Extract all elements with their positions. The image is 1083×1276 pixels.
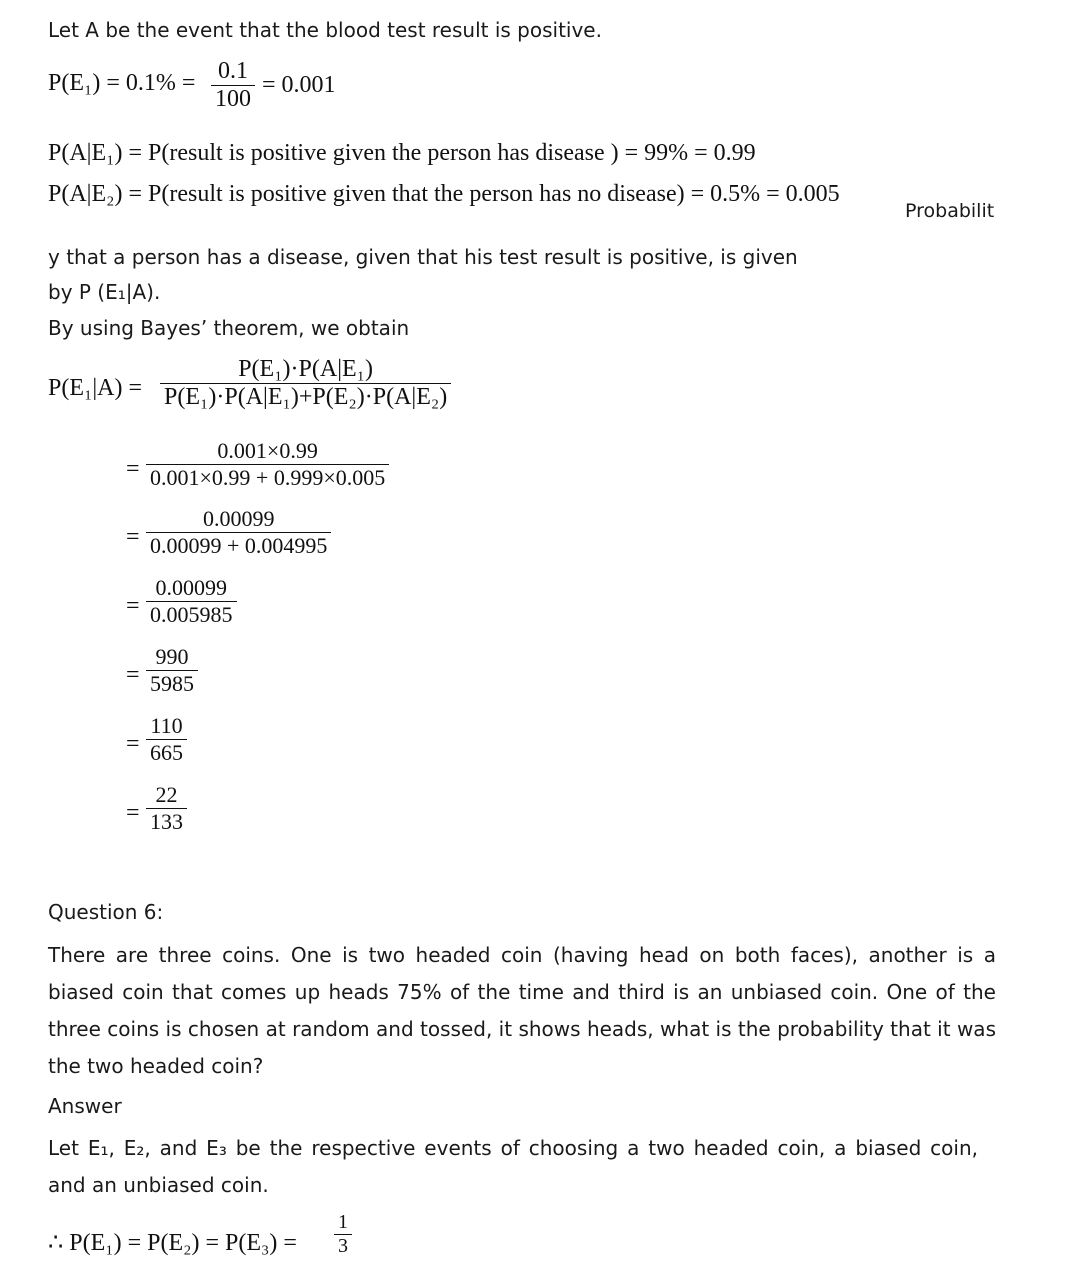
step-1-fraction [146, 438, 389, 491]
step-4-denominator: 5985 [150, 671, 194, 696]
step-3-denominator: 0.005985 [150, 602, 233, 627]
step-6-equals: = [126, 800, 140, 826]
step-2-numerator: 0.00099 [202, 506, 275, 531]
pe1-lhs: P(E₁) = 0.1% = [48, 70, 196, 96]
step-3-equals: = [126, 593, 140, 619]
pe1-fraction [211, 58, 255, 113]
intro-text: Let A be the event that the blood test result is positive. [48, 18, 602, 42]
final-lhs: ∴ P(E₁) = P(E₂) = P(E₃) = [48, 1230, 297, 1256]
step-6-fraction [146, 782, 187, 835]
question-heading: Question 6: [48, 900, 164, 924]
bayes-fraction [160, 356, 451, 411]
step-4-fraction [146, 644, 198, 697]
step-5-equals: = [126, 731, 140, 757]
answer-text: Let E₁, E₂, and E₃ be the respective events of choosing a two headed coin, a biased coin, and an unbiased coin. [48, 1136, 978, 1197]
step-4-numerator: 990 [155, 644, 189, 669]
bayes-denominator: P(E₁)·P(A|E₁)+P(E₂)·P(A|E₂) [164, 384, 448, 410]
pae1-equation: P(A|E₁) = P(result is positive given the person has disease ) = 99% = 0.99 [48, 140, 756, 166]
final-numerator: 1 [338, 1211, 348, 1233]
step-2-equals: = [126, 524, 140, 550]
step-6-denominator: 133 [150, 809, 183, 834]
step-4-equals: = [126, 662, 140, 688]
final-denominator: 3 [338, 1235, 348, 1257]
step-1-equals: = [126, 456, 140, 482]
continuation-line-2: by P (E₁|A). [48, 280, 161, 304]
pe1-numerator: 0.1 [218, 58, 248, 84]
final-fraction [334, 1211, 352, 1258]
bayes-numerator: P(E₁)·P(A|E₁) [238, 356, 374, 382]
step-5-numerator: 110 [150, 713, 183, 738]
step-2-denominator: 0.00099 + 0.004995 [150, 533, 328, 558]
pe1-rhs: = 0.001 [262, 72, 336, 98]
pe1-denominator: 100 [215, 86, 251, 112]
probabilit-fragment: Probabilit [905, 200, 995, 222]
continuation-line-1: y that a person has a disease, given that his test result is positive, is given [48, 245, 798, 269]
step-3-fraction [146, 575, 237, 628]
question-text: There are three coins. One is two headed coin (having head on both faces), another is a biased coin that comes up heads 75% of the time and third is an unbiased coin. One of the three coins is chosen at random and tossed, it shows heads, what is the probability that it was the two headed coin? [48, 943, 996, 1078]
bayes-lhs: P(E₁|A) = [48, 375, 143, 401]
answer-heading: Answer [48, 1094, 122, 1118]
bayes-statement: By using Bayes’ theorem, we obtain [48, 316, 410, 340]
step-2-fraction [146, 506, 331, 559]
pae2-equation: P(A|E₂) = P(result is positive given that the person has no disease) = 0.5% = 0.005 [48, 181, 840, 207]
step-5-fraction [146, 713, 187, 766]
step-5-denominator: 665 [150, 740, 183, 765]
step-6-numerator: 22 [155, 782, 178, 807]
step-3-numerator: 0.00099 [155, 575, 227, 600]
step-1-numerator: 0.001×0.99 [217, 438, 318, 463]
step-1-denominator: 0.001×0.99 + 0.999×0.005 [150, 465, 386, 490]
